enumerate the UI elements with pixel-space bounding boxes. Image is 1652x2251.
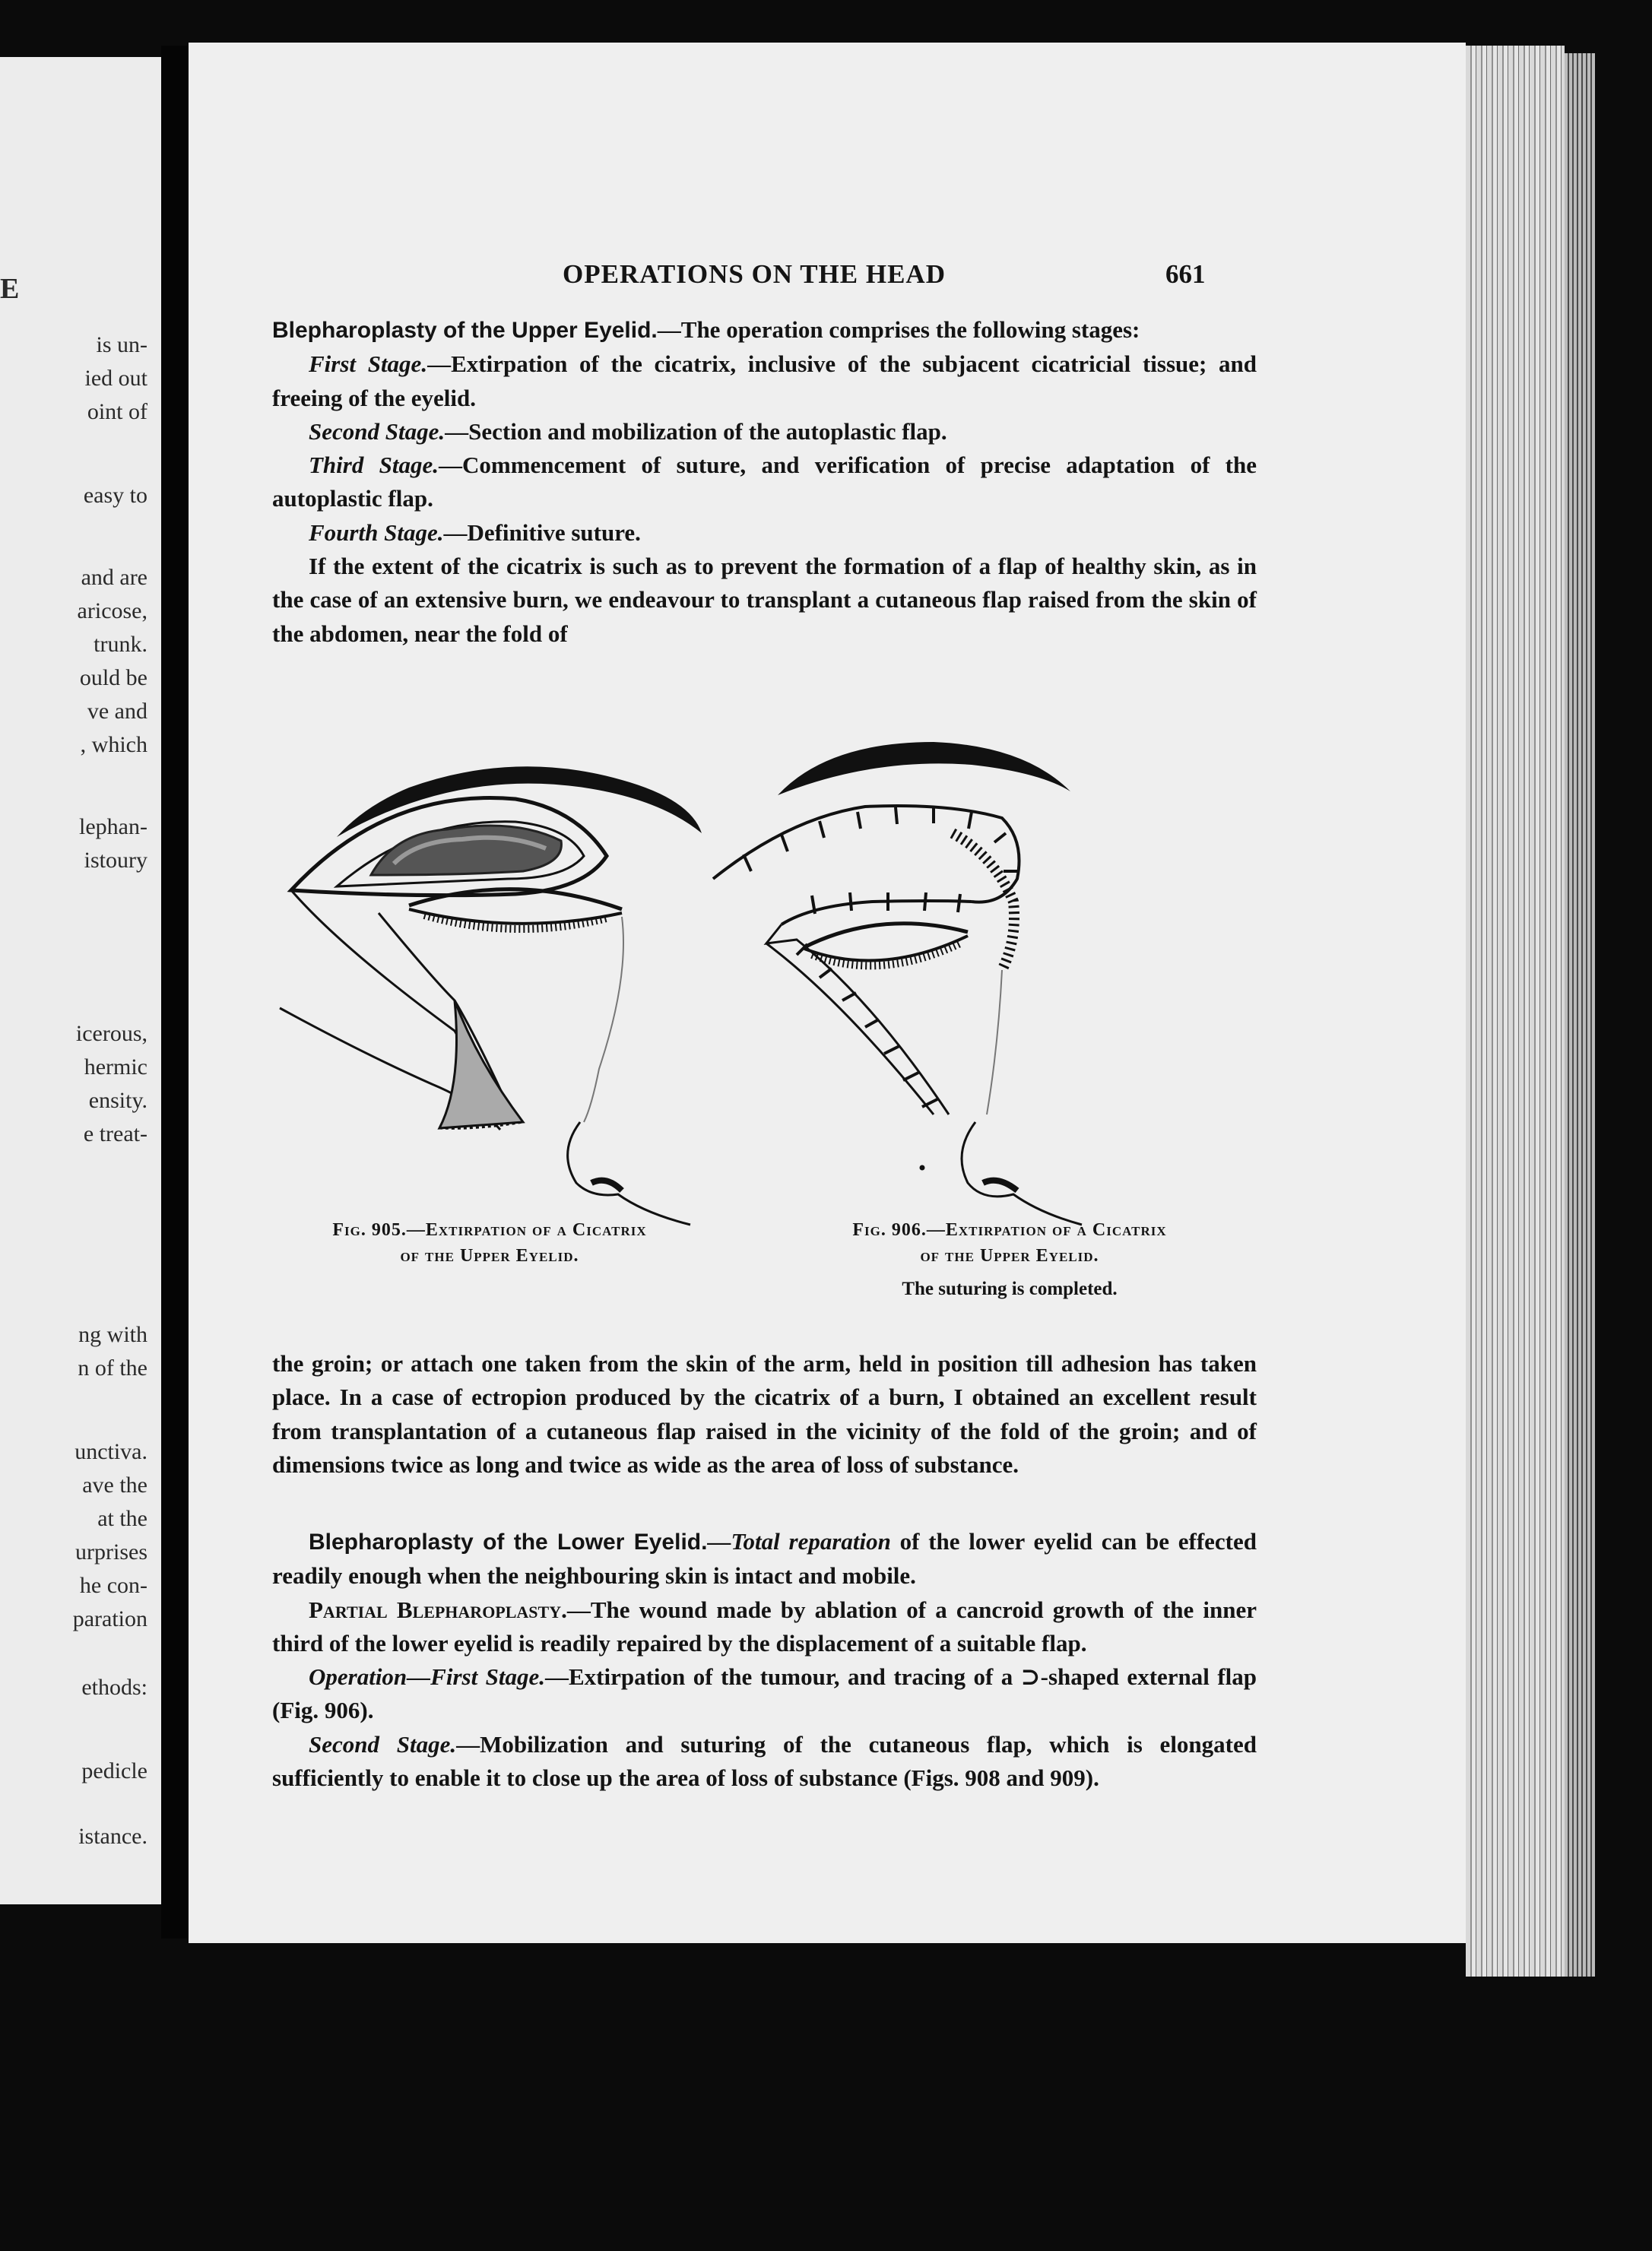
lower-eyelid-section <box>272 1525 1257 1795</box>
stage-text: —Mobilization and suturing of the cutaneous flap, which is elongated sufficiently to enable it to close up the area of loss of substance (Figs. 908 and 909). <box>272 1730 1257 1792</box>
continuation-section <box>272 1347 1257 1482</box>
section-heading: Blepharoplasty of the Lower Eyelid. <box>309 1530 708 1555</box>
left-page-fragment: n of the <box>78 1355 147 1381</box>
section-paragraph <box>272 313 1257 347</box>
left-page-fragment: E <box>0 273 20 305</box>
left-page-fragment: urprises <box>75 1539 147 1565</box>
left-facing-page <box>0 57 161 1904</box>
stage-text: —Extirpation of the cicatrix, inclusive of the subjacent cicatricial tissue; and freeing of the eyelid. <box>272 350 1257 411</box>
left-page-fragment: ng with <box>78 1322 147 1347</box>
left-page-fragment: unctiva. <box>75 1439 147 1464</box>
caption-line: Fig. 906.—Extirpation of a Cicatrix <box>852 1220 1167 1240</box>
left-page-fragment: aricose, <box>77 598 147 623</box>
page-number: 661 <box>1165 259 1206 289</box>
left-page-fragment: ould be <box>79 665 147 690</box>
left-page-fragment: paration <box>72 1606 147 1631</box>
book-gutter <box>161 46 189 1939</box>
left-page-fragment: hermic <box>84 1054 147 1080</box>
fig-906-caption <box>774 1217 1245 1302</box>
page-edges <box>1466 46 1565 1977</box>
stage-paragraph <box>272 1728 1257 1796</box>
caption-note: The suturing is completed. <box>902 1279 1118 1299</box>
fig-905-illustration <box>280 766 702 1225</box>
stage-label: First Stage. <box>309 350 428 378</box>
figure-area <box>265 727 1466 1274</box>
paragraph-text: of the lower eyelid can be effected readily enough when the neighbouring skin is intact and mobile. <box>272 1528 1257 1590</box>
upper-eyelid-section <box>272 313 1257 651</box>
body-paragraph: the groin; or attach one taken from the skin of the arm, held in position till adhesion has taken place. In a case of ectropion produced by the cicatrix of a burn, I obtained an excellent result from transplantation of a cutaneous flap raised in the vicinity of the fold of the groin; and of dimensions twice as long and twice as wide as the area of loss of substance. <box>272 1350 1257 1478</box>
stage-paragraph <box>272 347 1257 415</box>
body-paragraph: If the extent of the cicatrix is such as to prevent the formation of a flap of healthy skin, as in the case of an extensive burn, we endeavour to transplant a cutaneous flap raised from the skin of the abdomen, near the fold of <box>272 553 1257 647</box>
left-page-fragment: at the <box>97 1506 147 1531</box>
subsection-label: Partial Blepharoplasty. <box>309 1596 567 1623</box>
section-paragraph <box>272 1525 1257 1593</box>
fig-905-caption <box>262 1217 718 1269</box>
stage-label: Second Stage. <box>309 1730 457 1758</box>
italic-lead: —Total reparation <box>707 1528 891 1555</box>
page-edges-outer <box>1565 53 1595 1977</box>
subsection-paragraph <box>272 1593 1257 1661</box>
left-page-fragment: ied out <box>84 366 147 391</box>
stage-paragraph <box>272 516 1257 550</box>
caption-line: Fig. 905.—Extirpation of a Cicatrix <box>332 1220 647 1240</box>
left-page-fragment: ve and <box>87 699 147 724</box>
stage-paragraph <box>272 1660 1257 1728</box>
left-page-fragment: icerous, <box>75 1021 147 1046</box>
left-page-fragment: trunk. <box>94 632 147 657</box>
caption-line: of the Upper Eyelid. <box>400 1246 579 1266</box>
left-page-fragment: istance. <box>78 1824 147 1849</box>
stage-label: Operation—First Stage. <box>309 1663 545 1691</box>
paragraph-text: —The wound made by ablation of a cancroid growth of the inner third of the lower eyelid is readily repaired by the displacement of a suitable flap. <box>272 1596 1257 1657</box>
stage-text: —Extirpation of the tumour, and tracing of a ⊃-shaped external flap (Fig. 906). <box>272 1663 1257 1724</box>
stage-label: Fourth Stage. <box>309 518 444 546</box>
paragraph-text: —The operation comprises the following stages: <box>657 316 1140 343</box>
stage-text: —Definitive suture. <box>443 518 641 546</box>
stage-text: —Section and mobilization of the autoplastic flap. <box>445 417 947 445</box>
left-page-fragment: lephan- <box>79 814 147 839</box>
left-page-fragment: ave the <box>82 1473 147 1498</box>
caption-line: of the Upper Eyelid. <box>920 1246 1099 1266</box>
stage-label: Second Stage. <box>309 417 446 445</box>
left-page-fragment: ethods: <box>81 1675 147 1700</box>
eyelid-illustrations <box>265 727 1466 1274</box>
page-header <box>189 259 1466 297</box>
left-page-fragment: , which <box>80 732 147 757</box>
section-heading: Blepharoplasty of the Upper Eyelid. <box>272 318 658 343</box>
stage-paragraph <box>272 415 1257 449</box>
stage-text: —Commencement of suture, and verification of precise adaptation of the autoplastic flap. <box>272 452 1257 512</box>
left-page-fragment: is un- <box>96 332 147 357</box>
left-page-fragment: easy to <box>83 483 147 508</box>
left-page-fragment: ensity. <box>88 1088 147 1113</box>
stage-paragraph <box>272 449 1257 516</box>
fig-906-illustration <box>713 742 1082 1225</box>
left-page-fragment: pedicle <box>81 1758 147 1783</box>
left-page-fragment: oint of <box>87 399 147 424</box>
book-page <box>189 43 1466 1943</box>
left-page-fragment: istoury <box>84 848 147 873</box>
running-head: OPERATIONS ON THE HEAD <box>563 259 946 289</box>
left-page-fragment: he con- <box>79 1573 147 1598</box>
stage-label: Third Stage. <box>309 452 439 479</box>
left-page-fragment: e treat- <box>83 1121 147 1146</box>
left-page-fragment: and are <box>81 565 147 590</box>
